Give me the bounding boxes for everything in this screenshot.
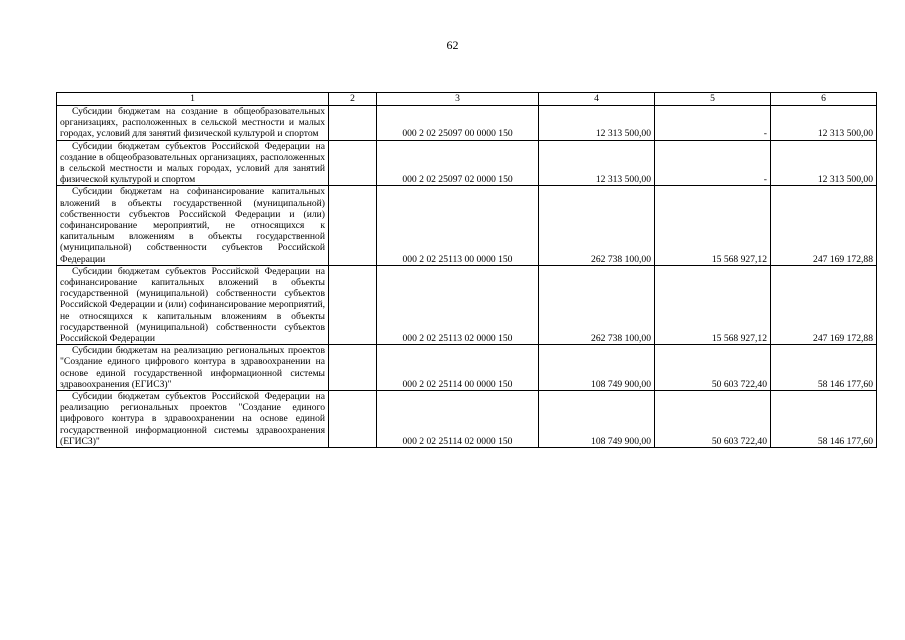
row-col5: 50 603 722,40 <box>655 391 771 448</box>
table-row <box>57 265 877 344</box>
row-col5: - <box>655 140 771 186</box>
budget-table <box>56 92 877 448</box>
row-name: Субсидии бюджетам на софинансирование капитальных вложений в объекты государственной (муниципальной) собственности субъектов Российской Федерации и (или) софинансирование мероприятий, не относящихся к капитальным вложениям в объекты государственной (муниципальной) собственности субъектов Российской Федерации <box>57 186 329 265</box>
row-col4: 108 749 900,00 <box>539 391 655 448</box>
row-col4: 262 738 100,00 <box>539 186 655 265</box>
row-col4: 12 313 500,00 <box>539 140 655 186</box>
column-header-6: 6 <box>771 93 877 106</box>
column-header-4: 4 <box>539 93 655 106</box>
row-col5: 15 568 927,12 <box>655 265 771 344</box>
row-col2 <box>329 186 377 265</box>
table-row <box>57 106 877 141</box>
row-col6: 247 169 172,88 <box>771 186 877 265</box>
table-row <box>57 186 877 265</box>
row-col2 <box>329 140 377 186</box>
row-name: Субсидии бюджетам на создание в общеобразовательных организациях, расположенных в сельской местности и малых городах, условий для занятий физической культурой и спортом <box>57 106 329 141</box>
row-col2 <box>329 106 377 141</box>
row-col2 <box>329 391 377 448</box>
row-code: 000 2 02 25114 00 0000 150 <box>377 345 539 391</box>
row-name: Субсидии бюджетам на реализацию региональных проектов "Создание единого цифрового контура в здравоохранении на основе единой государственной информационной системы здравоохранения (ЕГИСЗ)" <box>57 345 329 391</box>
table-row <box>57 391 877 448</box>
table-row <box>57 345 877 391</box>
row-col2 <box>329 265 377 344</box>
row-col5: - <box>655 106 771 141</box>
row-col4: 108 749 900,00 <box>539 345 655 391</box>
row-col6: 58 146 177,60 <box>771 391 877 448</box>
page-number: 62 <box>446 38 459 52</box>
table-row <box>57 140 877 186</box>
row-code: 000 2 02 25114 02 0000 150 <box>377 391 539 448</box>
row-name: Субсидии бюджетам субъектов Российской Федерации на софинансирование капитальных вложений в объекты государственной (муниципальной) собственности субъектов Российской Федерации и (или) софинансирование мероприятий, не относящихся к капитальным вложениям в объекты государственной (муниципальной) собственности субъектов Российской Федерации <box>57 265 329 344</box>
row-name: Субсидии бюджетам субъектов Российской Федерации на реализацию региональных проектов "Создание единого цифрового контура в здравоохранении на основе единой государственной информационной системы здравоохранения (ЕГИСЗ)" <box>57 391 329 448</box>
row-name: Субсидии бюджетам субъектов Российской Федерации на создание в общеобразовательных организациях, расположенных в сельской местности и малых городах, условий для занятий физической культурой и спортом <box>57 140 329 186</box>
column-header-3: 3 <box>377 93 539 106</box>
header-row <box>57 93 877 106</box>
row-col4: 12 313 500,00 <box>539 106 655 141</box>
row-col6: 12 313 500,00 <box>771 140 877 186</box>
column-header-1: 1 <box>57 93 329 106</box>
row-col6: 12 313 500,00 <box>771 106 877 141</box>
row-col2 <box>329 345 377 391</box>
row-code: 000 2 02 25097 00 0000 150 <box>377 106 539 141</box>
row-code: 000 2 02 25113 00 0000 150 <box>377 186 539 265</box>
column-header-2: 2 <box>329 93 377 106</box>
row-code: 000 2 02 25113 02 0000 150 <box>377 265 539 344</box>
row-col5: 15 568 927,12 <box>655 186 771 265</box>
row-col4: 262 738 100,00 <box>539 265 655 344</box>
column-header-5: 5 <box>655 93 771 106</box>
row-code: 000 2 02 25097 02 0000 150 <box>377 140 539 186</box>
row-col6: 58 146 177,60 <box>771 345 877 391</box>
row-col5: 50 603 722,40 <box>655 345 771 391</box>
row-col6: 247 169 172,88 <box>771 265 877 344</box>
